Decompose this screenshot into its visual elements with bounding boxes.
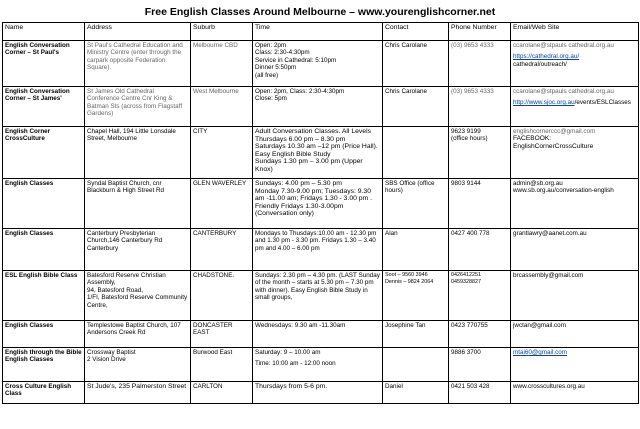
class-name: English Classes xyxy=(3,229,85,271)
page-title: Free English Classes Around Melbourne – www.yourenglishcorner.net xyxy=(144,6,496,18)
class-time xyxy=(253,229,383,271)
class-name: English Corner CrossCulture xyxy=(3,127,85,179)
class-contact xyxy=(383,271,449,321)
address-line: 1/FI, Batesford Reserve Community Centre, xyxy=(87,294,188,309)
web-path: cathedral/outreach/ xyxy=(513,60,567,68)
class-contact: Chris Carolane xyxy=(383,87,449,127)
class-suburb: CANTERBURY xyxy=(191,229,253,271)
class-email xyxy=(511,41,639,87)
header-contact: Contact xyxy=(383,23,449,41)
class-contact: Daniel xyxy=(383,382,449,404)
class-contact: SBS Office (office hours) xyxy=(383,179,449,229)
time-line: Saturday: 9 – 10.00 am xyxy=(255,349,321,356)
class-name-line: English through the Bible xyxy=(5,349,82,356)
time-line: Open: 2pm, Class: 2:30-4:30pm xyxy=(255,88,345,95)
class-address: Templestowe Baptist Church, 107 Andersons Creek Rd xyxy=(85,321,191,348)
header-email: Email/Web Site xyxy=(511,23,639,41)
class-suburb: CHADSTONE. xyxy=(191,271,253,321)
class-address: Syndal Baptist Church, cnr Blackburn & High Street Rd xyxy=(85,179,191,229)
class-address xyxy=(85,271,191,321)
class-phone: (03) 9653 4333 xyxy=(449,41,511,87)
class-phone: (03) 9653 4333 xyxy=(449,87,511,127)
table-row xyxy=(3,271,639,321)
class-name: English Conversation Corner – St James' xyxy=(3,87,85,127)
table-row xyxy=(3,179,639,229)
class-address: St James Old Cathedral Conference Centre Cnr King & Batman Sts (across from Flagstaff Gardens) xyxy=(85,87,191,127)
contact-line: Soot – 9560 3946 xyxy=(385,272,428,278)
contact-line: Dennis – 9824 2064 xyxy=(385,279,434,286)
class-phone: 0421 503 428 xyxy=(449,382,511,404)
email-link[interactable]: mtai60@gmail.com xyxy=(513,349,567,356)
phone-number: 0426412251 xyxy=(451,272,481,278)
class-suburb: West Melbourne xyxy=(191,87,253,127)
time-line: Monday 7.30-9.00 pm; Tuesdays: 9.30 am -11.00 am; Fridays 1.30 - 3.00 pm . Friendly Fridays 1.30-3.00pm (Conversation only) xyxy=(255,187,372,218)
time-line: Sundays 1.30 pm – 3.00 pm (Upper Knox) xyxy=(255,158,363,173)
class-email xyxy=(511,348,639,382)
class-phone: 0427 400 778 xyxy=(449,229,511,271)
class-name: English Classes xyxy=(3,321,85,348)
email-text: ccarolane@stpauls cathedral.org.au xyxy=(513,42,614,49)
header-row xyxy=(3,23,639,41)
class-time xyxy=(253,271,383,321)
web-address xyxy=(513,99,636,106)
address-line: 2 Vision Drive xyxy=(87,356,126,364)
time-line: Sundays: 2.30 pm – 4.30 pm. (LAST Sunday of the month – starts at 5.30 pm – 7.30 pm with dinner). Easy English Bible Study in small groups, xyxy=(255,272,380,302)
phone-number: 0459328827 xyxy=(451,279,481,286)
web-path: /events/ESLClasses xyxy=(574,99,631,107)
class-suburb: CARLTON xyxy=(191,382,253,404)
table-row xyxy=(3,321,639,348)
class-contact: Chris Carolane xyxy=(383,41,449,87)
table-row xyxy=(3,127,639,179)
class-name: ESL English Bible Class xyxy=(3,271,85,321)
time-line: Wednesdays: 9.30 am -11.30am xyxy=(255,322,346,329)
facebook-page: EnglishCornerCrossCulture xyxy=(513,143,594,150)
class-email: brcassembly@gmail.com xyxy=(511,271,639,321)
class-name: English Classes xyxy=(3,179,85,229)
time-line: Adult Conversation Classes. All Levels xyxy=(255,128,371,135)
header-phone: Phone Number xyxy=(449,23,511,41)
web-link[interactable]: http://www.sjoc.org.au xyxy=(513,99,575,107)
class-time xyxy=(253,382,383,404)
email-text: ccarolane@stpauls cathedral.org.au xyxy=(513,88,614,95)
time-line: Class: 2:30-4:30pm xyxy=(255,49,310,57)
table-row xyxy=(3,348,639,382)
time-line: Sundays: 4.00 pm – 5.30 pm xyxy=(255,180,342,187)
class-time xyxy=(253,87,383,127)
class-name xyxy=(3,348,85,382)
class-time xyxy=(253,127,383,179)
address-line: Crossway Baptist xyxy=(87,349,136,356)
table-row xyxy=(3,41,639,87)
time-line: Saturdays 10.30 am –12 pm (Price Hall). Easy English Bible Study xyxy=(255,143,378,158)
header-suburb: Suburb xyxy=(191,23,253,41)
address-line: 94, Batesford Road, xyxy=(87,286,144,294)
class-time xyxy=(253,179,383,229)
email-text: englishcornerccc@gmail.com xyxy=(513,128,596,135)
class-contact xyxy=(383,127,449,179)
time-line: Thursdays from 5-6 pm. xyxy=(255,383,328,390)
class-email: grantlawry@aanet.com.au xyxy=(511,229,639,271)
web-link[interactable]: https://cathedral.org.au/ xyxy=(513,53,580,61)
time-line: Thursdays 6.00 pm – 8.30 pm xyxy=(255,135,346,143)
time-line: Close: 5pm xyxy=(255,95,287,103)
class-address: Chapel Hall, 194 Little Lonsdale Street, Melbourne xyxy=(85,127,191,179)
time-line: Mondays to Thusdays:10.00 am - 12.30 pm and 1.30 pm - 3.30 pm. Fridays 1.30 – 3.40 pm and 4.00 – 6.00 pm xyxy=(255,230,377,252)
class-address: Canterbury Presbyterian Church,146 Canterbury Rd Canterbury xyxy=(85,229,191,271)
email-text: admin@sb.org.au xyxy=(513,180,563,187)
phone-note: (office hours) xyxy=(451,135,488,143)
header-name: Name xyxy=(3,23,85,41)
time-line: Service in Cathedral: 5:10pm xyxy=(255,56,337,64)
phone-number: 9623 9199 xyxy=(451,128,481,135)
address-line: Batesford Reserve Christian Assembly, xyxy=(87,272,166,287)
class-time xyxy=(253,321,383,348)
class-suburb: Burwood East xyxy=(191,348,253,382)
header-time: Time xyxy=(253,23,383,41)
class-email xyxy=(511,127,639,179)
table-row xyxy=(3,382,639,404)
table-row xyxy=(3,229,639,271)
class-time xyxy=(253,41,383,87)
class-address xyxy=(85,348,191,382)
class-phone: 0423 770755 xyxy=(449,321,511,348)
time-line: Dinner 5:50pm xyxy=(255,64,297,72)
class-email: www.crosscultures.org.au xyxy=(511,382,639,404)
class-address: St Jude's, 235 Palmerston Street xyxy=(85,382,191,404)
facebook-label: FACEBOOK: xyxy=(513,135,552,143)
class-phone xyxy=(449,127,511,179)
class-suburb: GLEN WAVERLEY xyxy=(191,179,253,229)
class-name-line: English Classes xyxy=(5,356,54,364)
class-contact: Josephine Tan xyxy=(383,321,449,348)
class-suburb: DONCASTER EAST xyxy=(191,321,253,348)
class-phone: 9886 3700 xyxy=(449,348,511,382)
web-address: www.sb.org.au/conversation-english xyxy=(513,187,614,195)
class-phone xyxy=(449,271,511,321)
class-email: jwctan@gmail.com xyxy=(511,321,639,348)
class-name: English Conversation Corner – St Paul's xyxy=(3,41,85,87)
time-line: Time: 10:00 am - 12:00 noon xyxy=(255,360,336,368)
header-address: Address xyxy=(85,23,191,41)
class-email xyxy=(511,179,639,229)
time-line: Open: 2pm xyxy=(255,42,287,49)
class-address: St Paul's Cathedral Education and Ministry Centre (enter through the carpark opposite Federation Square). xyxy=(85,41,191,87)
classes-table xyxy=(2,22,639,404)
class-time xyxy=(253,348,383,382)
time-line: (all free) xyxy=(255,71,279,79)
table-row xyxy=(3,87,639,127)
class-email xyxy=(511,87,639,127)
class-phone: 9803 9144 xyxy=(449,179,511,229)
class-contact: Alan xyxy=(383,229,449,271)
class-contact xyxy=(383,348,449,382)
class-suburb: Melbourne CBD xyxy=(191,41,253,87)
class-suburb: CITY xyxy=(191,127,253,179)
class-name: Cross Culture English Class xyxy=(3,382,85,404)
